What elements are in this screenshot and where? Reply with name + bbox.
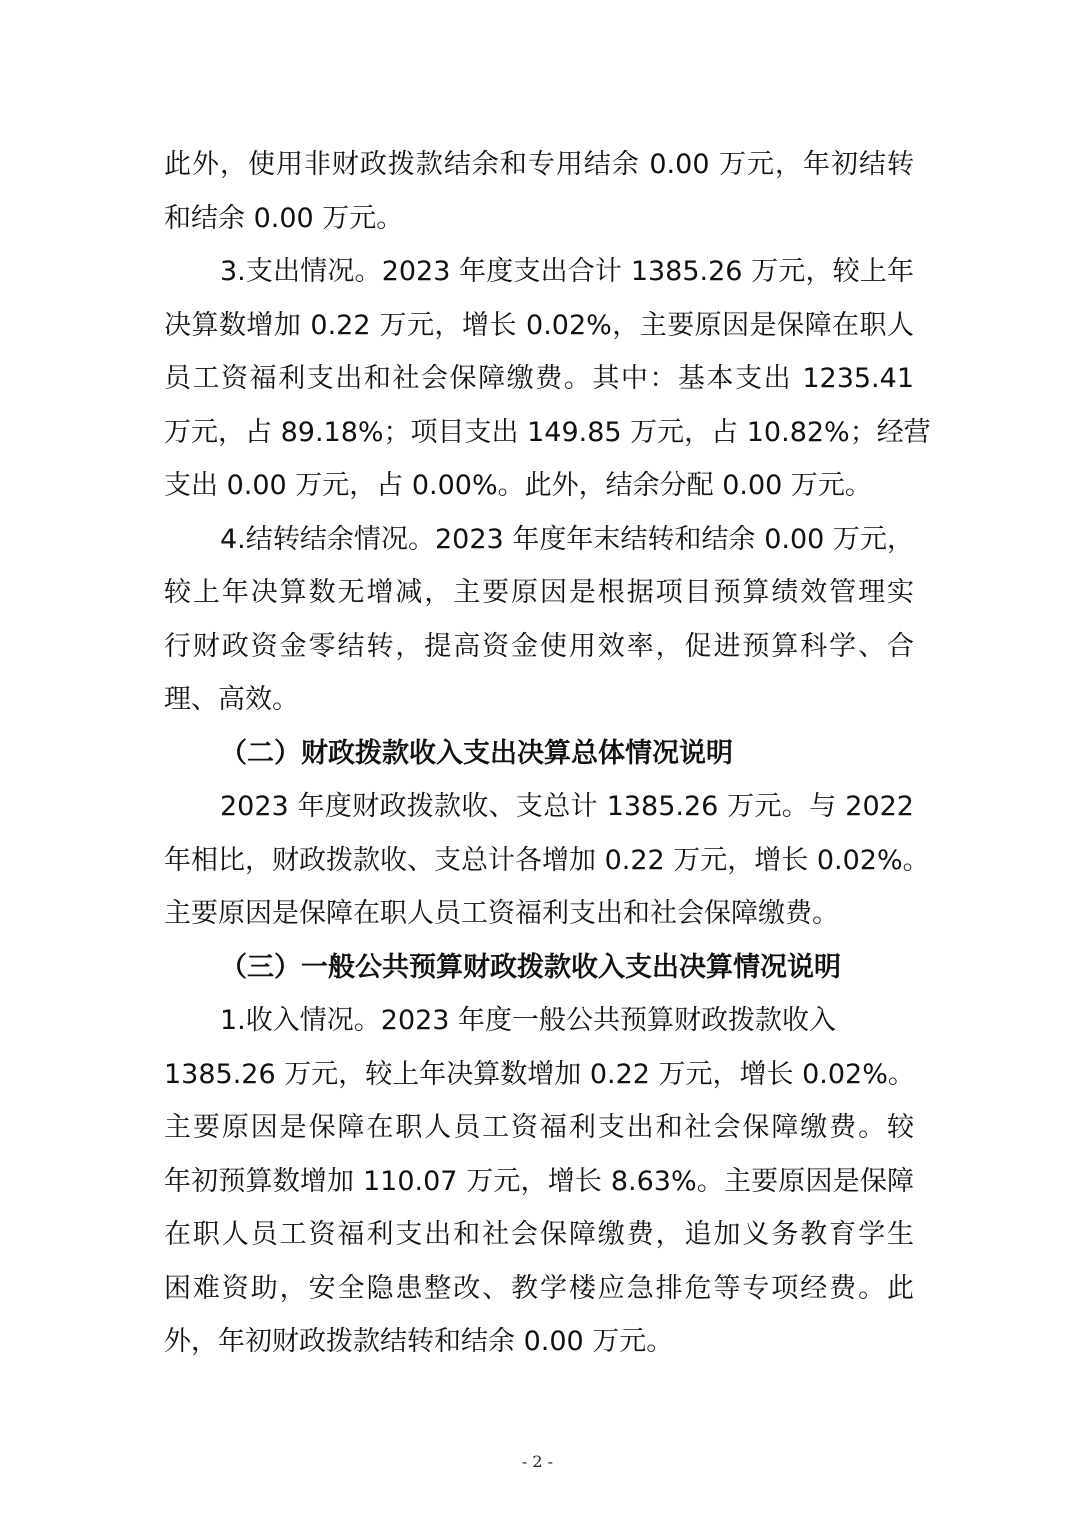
text-line: 4.结转结余情况。2023 年度年末结转和结余 0.00 万元，	[220, 523, 914, 555]
text-line: 困难资助，安全隐患整改、教学楼应急排危等专项经费。此	[164, 1272, 914, 1304]
section-heading-fiscal-overview	[164, 727, 914, 781]
text-line: 3.支出情况。2023 年度支出合计 1385.26 万元，较上年	[220, 256, 914, 287]
paragraph-carryover	[164, 513, 914, 727]
page-number: - 2 -	[521, 1452, 554, 1471]
text-line: 年相比，财政拨款收、支总计各增加 0.22 万元，增长 0.02%。	[164, 844, 930, 876]
text-line: 此外，使用非财政拨款结余和专用结余 0.00 万元，年初结转	[164, 149, 914, 180]
text-line: 主要原因是保障在职人员工资福利支出和社会保障缴费。	[164, 898, 839, 929]
text-line: 年初预算数增加 110.07 万元，增长 8.63%。主要原因是保障	[164, 1165, 914, 1197]
text-line: 较上年决算数无增减，主要原因是根据项目预算绩效管理实	[164, 577, 914, 608]
text-line: 外，年初财政拨款结转和结余 0.00 万元。	[164, 1326, 674, 1357]
section-heading-general-budget	[164, 941, 914, 995]
heading-line: （三）一般公共预算财政拨款收入支出决算情况说明	[220, 951, 841, 983]
text-line: 支出 0.00 万元，占 0.00%。此外，结余分配 0.00 万元。	[164, 470, 872, 501]
paragraph-expenditure	[164, 245, 931, 513]
text-line: 决算数增加 0.22 万元，增长 0.02%，主要原因是保障在职人	[164, 309, 914, 341]
text-line: 理、高效。	[164, 684, 299, 715]
heading-line: （二）财政拨款收入支出决算总体情况说明	[220, 737, 733, 769]
text-line: 2023 年度财政拨款收、支总计 1385.26 万元。与 2022	[220, 791, 914, 822]
paragraph-continuation	[164, 138, 914, 245]
text-line: 在职人员工资福利支出和社会保障缴费，追加义务教育学生	[164, 1219, 914, 1250]
paragraph-fiscal-overview	[164, 780, 930, 941]
text-line: 员工资福利支出和社会保障缴费。其中：基本支出 1235.41	[164, 363, 914, 394]
text-line: 行财政资金零结转，提高资金使用效率，促进预算科学、合	[164, 630, 914, 662]
paragraph-income	[164, 994, 914, 1369]
text-line: 万元，占 89.18%；项目支出 149.85 万元，占 10.82%；经营	[164, 416, 931, 448]
text-line: 主要原因是保障在职人员工资福利支出和社会保障缴费。较	[164, 1112, 914, 1143]
text-line: 1.收入情况。2023 年度一般公共预算财政拨款收入	[220, 1005, 837, 1036]
document-body	[164, 138, 931, 1369]
text-line: 1385.26 万元，较上年决算数增加 0.22 万元，增长 0.02%。	[164, 1058, 915, 1090]
text-line: 和结余 0.00 万元。	[164, 202, 404, 234]
